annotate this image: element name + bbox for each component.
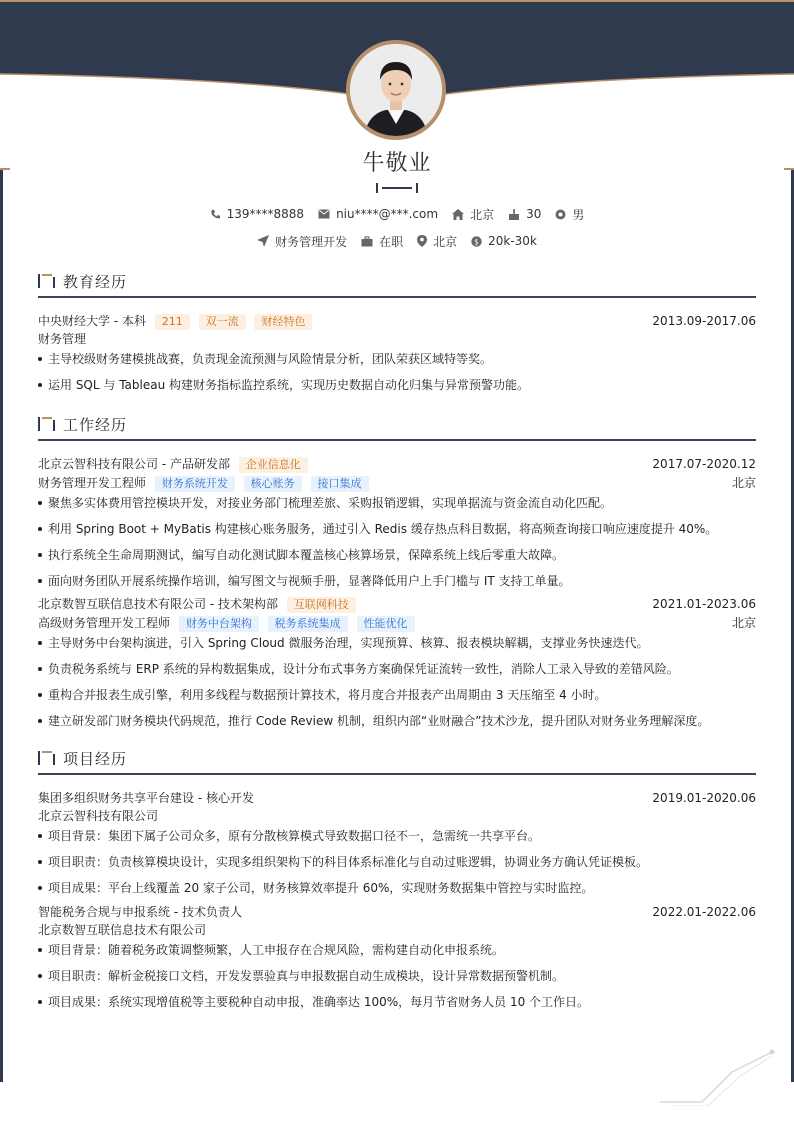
city-text: 北京: [470, 207, 495, 222]
contact-row: [0, 205, 794, 223]
education-date: 2013.09-2017.06: [652, 313, 756, 328]
school-tag: 211: [155, 314, 190, 330]
company-tag: 企业信息化: [239, 457, 308, 473]
role-tag: 财务系统开发: [155, 476, 235, 492]
project-company: 北京数智互联信息技术有限公司: [38, 923, 207, 937]
project-date: 2022.01-2022.06: [652, 904, 756, 919]
project-item: [38, 788, 756, 905]
work-location: 北京: [731, 475, 756, 490]
avatar: [346, 40, 446, 140]
role-tag: 核心账务: [244, 476, 302, 492]
section-heading: 项目经历: [63, 750, 128, 768]
age-text: 30: [526, 207, 542, 221]
work-bullet: 聚焦多实体费用管控模块开发，对接业务部门梳理差旅、采购报销逻辑，实现单据流与资金流自动化匹配。: [38, 494, 756, 520]
project-date: 2019.01-2020.06: [652, 790, 756, 805]
role-name: 财务管理开发工程师: [38, 475, 147, 490]
salary-text: 20k-30k: [488, 234, 537, 248]
company-name: 北京数智互联信息技术有限公司 - 技术架构部: [38, 596, 278, 611]
role-tag: 接口集成: [311, 476, 369, 492]
section-heading: 工作经历: [63, 416, 128, 434]
work-bullet: 执行系统全生命周期测试，编写自动化测试脚本覆盖核心核算场景，保障系统上线后零重大故障。: [38, 546, 756, 572]
phone-text: 139****8888: [226, 207, 305, 221]
work-bullet: 主导财务中台架构演进，引入 Spring Cloud 微服务治理，实现预算、核算、报表模块解耦，支撑业务快速迭代。: [38, 634, 756, 660]
contact-phone: [210, 207, 304, 221]
contact-email: [318, 207, 438, 221]
location-icon: [417, 235, 427, 247]
role-line: [38, 474, 369, 492]
education-bullet: 主导校级财务建模挑战赛，负责现金流预测与风险情景分析，团队荣获区域特等奖。: [38, 350, 756, 376]
send-icon: [257, 235, 269, 247]
phone-icon: [210, 209, 221, 220]
position-text: 财务管理开发: [275, 234, 348, 249]
work-bullet: 面向财务团队开展系统操作培训，编写图文与视频手册，显著降低用户上手门槛与 IT 支持工单量。: [38, 572, 756, 598]
project-name: 智能税务合规与申报系统 - 技术负责人: [38, 904, 242, 919]
intent-status: [361, 233, 403, 250]
candidate-name: 牛敬业: [362, 151, 432, 176]
role-tag: 税务系统集成: [268, 616, 348, 632]
school-tag: 财经特色: [254, 314, 312, 330]
status-text: 在职: [379, 234, 404, 249]
gender-icon: [555, 209, 566, 220]
company-tag: 互联网科技: [287, 597, 356, 613]
major: 财务管理: [38, 332, 87, 346]
role-tag: 性能优化: [357, 616, 415, 632]
project-item: [38, 902, 756, 1019]
school-name: 中央财经大学 - 本科: [38, 313, 146, 328]
role-tag: 财务中台架构: [179, 616, 259, 632]
project-bullet: 项目成果：平台上线覆盖 20 家子公司，财务核算效率提升 60%，实现财务数据集中管控与实时监控。: [38, 879, 756, 905]
name-divider: [376, 183, 418, 193]
education-bullet: 运用 SQL 与 Tableau 构建财务指标监控系统，实现历史数据自动化归集与异常预警功能。: [38, 376, 756, 402]
work-location: 北京: [731, 615, 756, 630]
intent-position: [257, 233, 347, 250]
corner-decoration: [660, 1048, 780, 1106]
company-line: [38, 595, 356, 613]
role-line: [38, 614, 415, 632]
project-section-title: [38, 747, 756, 775]
contact-gender: [555, 206, 584, 223]
company-line: [38, 455, 308, 473]
frame-border-left: [0, 170, 3, 1082]
project-bullet: 项目职责：负责核算模块设计，实现多组织架构下的科目体系标准化与自动过账逻辑，协调业务方确认凭证模板。: [38, 853, 756, 879]
section-heading: 教育经历: [63, 273, 128, 291]
work-date: 2021.01-2023.06: [652, 596, 756, 611]
company-name: 北京云智科技有限公司 - 产品研发部: [38, 456, 230, 471]
project-bullet: 项目职责：解析金税接口文档，开发发票验真与申报数据自动生成模块，设计异常数据预警机制。: [38, 967, 756, 993]
project-bullet: 项目成果：系统实现增值税等主要税种自动申报，准确率达 100%，每月节省财务人员 10 个工作日。: [38, 993, 756, 1019]
section-mark-icon: [38, 417, 56, 431]
intent-city: [417, 233, 457, 250]
work-item: [38, 454, 756, 598]
project-name: 集团多组织财务共享平台建设 - 核心开发: [38, 790, 254, 805]
school-line: [38, 312, 312, 330]
project-company: 北京云智科技有限公司: [38, 809, 159, 823]
home-icon: [452, 209, 464, 220]
money-icon: [471, 236, 482, 247]
section-mark-icon: [38, 274, 56, 288]
email-text: niu****@***.com: [336, 207, 439, 221]
work-bullet: 利用 Spring Boot + MyBatis 构建核心账务服务，通过引入 Redis 缓存热点科目数据，将高频查询接口响应速度提升 40%。: [38, 520, 756, 546]
intent-city-text: 北京: [433, 234, 458, 249]
svg-text:$: $: [474, 236, 480, 246]
role-name: 高级财务管理开发工程师: [38, 615, 171, 630]
gender-text: 男: [572, 207, 585, 222]
contact-age: [508, 207, 541, 221]
project-bullet: 项目背景：集团下属子公司众多，原有分散核算模式导致数据口径不一，急需统一共享平台。: [38, 827, 756, 853]
work-date: 2017.07-2020.12: [652, 456, 756, 471]
work-item: [38, 594, 756, 738]
email-icon: [318, 209, 330, 219]
avatar-photo: [350, 44, 442, 136]
education-section-title: [38, 270, 756, 298]
section-mark-icon: [38, 751, 56, 765]
intent-salary: [471, 234, 537, 248]
work-bullet: 重构合并报表生成引擎，利用多线程与数据预计算技术，将月度合并报表产出周期由 3 天压缩至 4 小时。: [38, 686, 756, 712]
work-bullet: 建立研发部门财务模块代码规范，推行 Code Review 机制，组织内部“业财融合”技术沙龙，提升团队对财务业务理解深度。: [38, 712, 756, 738]
work-bullet: 负责税务系统与 ERP 系统的异构数据集成，设计分布式事务方案确保凭证流转一致性，消除人工录入导致的差错风险。: [38, 660, 756, 686]
job-intent-row: [0, 232, 794, 250]
school-tag: 双一流: [199, 314, 246, 330]
work-section-title: [38, 413, 756, 441]
cake-icon: [508, 209, 520, 220]
education-item: [38, 311, 756, 402]
project-bullet: 项目背景：随着税务政策调整频繁，人工申报存在合规风险，需构建自动化申报系统。: [38, 941, 756, 967]
contact-city: [452, 206, 494, 223]
briefcase-icon: [361, 236, 373, 247]
